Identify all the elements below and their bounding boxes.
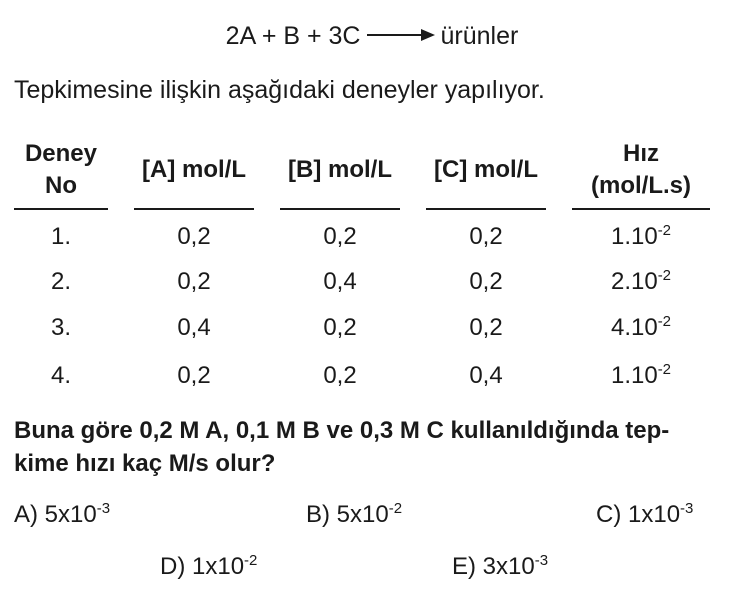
row-1-b: 0,2 <box>323 223 357 250</box>
option-d-base: 1x10 <box>192 553 245 580</box>
row-3-no: 3. <box>50 314 71 341</box>
option-e[interactable] <box>452 552 548 582</box>
row-2-rate <box>572 267 710 297</box>
row-3-rate <box>572 313 710 343</box>
reaction-left: 2A + B + 3C <box>225 22 361 50</box>
option-c-label: C) <box>596 501 622 528</box>
row-2-no: 2. <box>50 268 71 295</box>
header-b: [B] mol/L <box>288 156 392 183</box>
row-4-a: 0,2 <box>177 362 211 389</box>
header-rate-line1: Hız <box>623 140 659 167</box>
row-3-a: 0,4 <box>177 314 211 341</box>
row-4-c: 0,4 <box>469 362 503 389</box>
reaction-arrow-icon <box>367 28 435 42</box>
option-b-exp: -2 <box>388 500 403 517</box>
question-line1: Buna göre 0,2 M A, 0,1 M B ve 0,3 M C kullanıldığında tep- <box>14 417 670 444</box>
row-2-a: 0,2 <box>177 268 211 295</box>
option-e-base: 3x10 <box>482 553 535 580</box>
header-deney-no <box>14 138 108 202</box>
row-4-no: 4. <box>50 362 71 389</box>
option-e-label: E) <box>452 553 476 580</box>
row-2-c: 0,2 <box>469 268 503 295</box>
option-a-exp: -3 <box>96 500 111 517</box>
header-rule-b <box>280 208 400 210</box>
header-rule-rate <box>572 208 710 210</box>
row-4-rate <box>572 361 710 391</box>
row-2-b: 0,4 <box>323 268 357 295</box>
option-a-base: 5x10 <box>44 501 97 528</box>
option-c-exp: -3 <box>680 500 694 517</box>
option-b-base: 5x10 <box>336 501 389 528</box>
header-deney-line1: Deney <box>24 140 98 167</box>
option-c-base: 1x10 <box>628 501 681 528</box>
question-text <box>14 414 734 480</box>
reaction-equation <box>0 22 744 51</box>
option-d[interactable] <box>160 552 257 582</box>
option-c[interactable] <box>596 500 693 530</box>
header-rule-a <box>134 208 254 210</box>
row-1-no: 1. <box>50 223 71 250</box>
row-2-rate-exp: -2 <box>657 267 672 284</box>
option-a-label: A) <box>14 501 38 528</box>
option-e-exp: -3 <box>534 552 549 569</box>
question-line2: kime hızı kaç M/s olur? <box>14 450 276 477</box>
option-d-label: D) <box>160 553 186 580</box>
header-rate <box>572 138 710 202</box>
row-1-rate-base: 1.10 <box>610 223 658 250</box>
header-deney-line2: No <box>45 172 77 199</box>
row-1-rate <box>572 222 710 252</box>
header-c: [C] mol/L <box>434 156 538 183</box>
reaction-right: ürünler <box>440 22 519 50</box>
row-3-rate-exp: -2 <box>657 313 672 330</box>
row-4-rate-base: 1.10 <box>610 362 658 389</box>
option-a[interactable] <box>14 500 110 530</box>
row-4-b: 0,2 <box>323 362 357 389</box>
row-1-rate-exp: -2 <box>657 222 672 239</box>
header-a: [A] mol/L <box>142 156 246 183</box>
row-1-c: 0,2 <box>469 223 503 250</box>
header-rule-c <box>426 208 546 210</box>
header-rate-line2: (mol/L.s) <box>591 172 691 199</box>
option-d-exp: -2 <box>244 552 258 569</box>
row-3-b: 0,2 <box>323 314 357 341</box>
header-rule-deney <box>14 208 108 210</box>
row-4-rate-exp: -2 <box>657 361 672 378</box>
intro-text: Tepkimesine ilişkin aşağıdaki deneyler yapılıyor. <box>14 76 545 104</box>
row-2-rate-base: 2.10 <box>610 268 658 295</box>
row-3-rate-base: 4.10 <box>610 314 658 341</box>
option-b[interactable] <box>306 500 402 530</box>
option-b-label: B) <box>306 501 330 528</box>
row-3-c: 0,2 <box>469 314 503 341</box>
row-1-a: 0,2 <box>177 223 211 250</box>
